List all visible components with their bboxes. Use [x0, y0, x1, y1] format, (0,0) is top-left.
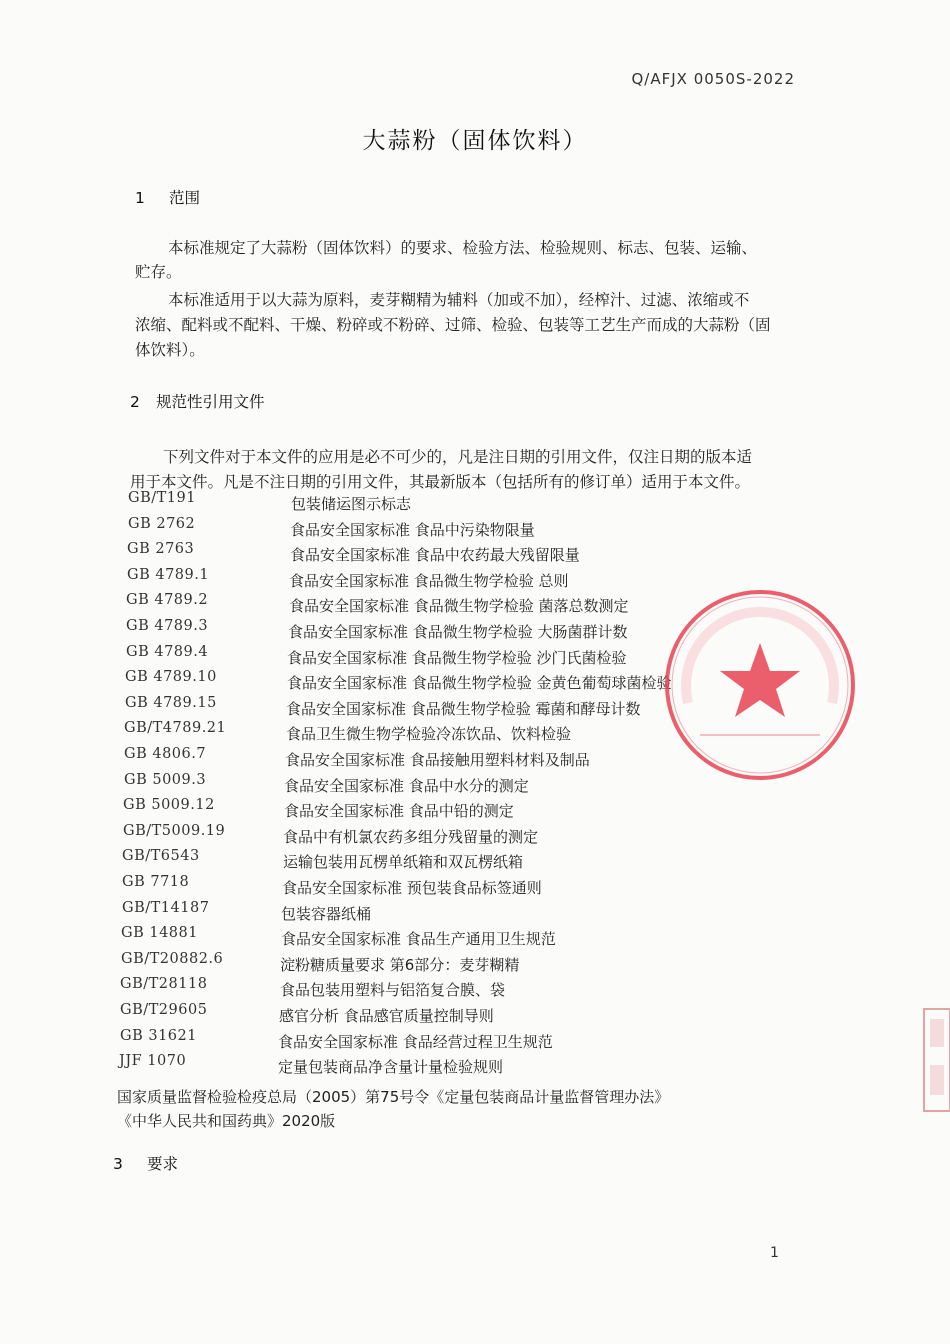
reference-code: GB 14881 [121, 925, 198, 942]
section-1-heading [135, 186, 200, 208]
reference-title: 淀粉糖质量要求 第6部分：麦芽糊精 [280, 955, 520, 974]
reference-code: GB 31621 [120, 1027, 197, 1044]
reference-code: GB 4789.15 [125, 694, 217, 711]
reference-code: GB/T14187 [122, 899, 210, 916]
scope-para1-line1: 本标准规定了大蒜粉（固体饮料）的要求、检验方法、检验规则、标志、包装、运输、 [168, 239, 758, 257]
reference-title: 食品安全国家标准 食品微生物学检验 总则 [289, 571, 569, 590]
section-number: 3 [113, 1155, 123, 1173]
section-2-heading [130, 390, 265, 412]
reference-code: GB 7718 [122, 874, 190, 890]
scope-para1-line2: 贮存。 [135, 263, 182, 281]
reference-code: GB 4789.3 [126, 618, 209, 634]
reference-code: GB/T191 [128, 490, 196, 506]
section-title: 范围 [169, 189, 201, 207]
reference-title: 食品安全国家标准 食品中污染物限量 [290, 520, 535, 539]
reference-title: 感官分析 食品感官质量控制导则 [279, 1007, 494, 1025]
reference-code: GB/T5009.19 [123, 822, 226, 839]
reference-title: 食品安全国家标准 食品微生物学检验 沙门氏菌检验 [287, 648, 627, 667]
edge-stamp-fragment [918, 1005, 950, 1115]
reference-code: GB/T29605 [120, 1002, 208, 1018]
reference-code: GB 4789.4 [126, 643, 209, 660]
reference-code: GB 2762 [128, 515, 196, 532]
pharmacopoeia-reference: 《中华人民共和国药典》2020版 [117, 1112, 336, 1130]
reference-title: 食品安全国家标准 食品经营过程卫生规范 [278, 1032, 553, 1051]
reference-code: GB 4789.10 [125, 669, 217, 686]
seal-star-icon [720, 643, 800, 717]
reference-code: GB/T4789.21 [124, 720, 227, 737]
regulation-reference: 国家质量监督检验检疫总局（2005）第75号令《定量包装商品计量监督管理办法》 [117, 1088, 670, 1106]
reference-code: GB 5009.3 [124, 771, 207, 788]
page-title: 大蒜粉（固体饮料） [362, 128, 588, 154]
reference-title: 包装储运图示标志 [291, 495, 412, 513]
section-number: 1 [135, 189, 145, 207]
reference-code: GB/T20882.6 [121, 950, 224, 967]
reference-title: 食品安全国家标准 食品中农药最大残留限量 [290, 546, 580, 565]
document-number: Q/AFJX 0050S-2022 [631, 70, 795, 88]
reference-title: 食品安全国家标准 食品微生物学检验 大肠菌群计数 [288, 623, 628, 641]
section-title: 要求 [147, 1155, 179, 1173]
reference-code: GB/T28118 [120, 976, 208, 993]
section-3-heading [113, 1152, 178, 1174]
section-number: 2 [130, 393, 140, 411]
reference-title: 包装容器纸桶 [281, 904, 372, 923]
reference-code: GB 4789.2 [126, 592, 209, 609]
reference-title: 运输包装用瓦楞单纸箱和双瓦楞纸箱 [283, 853, 524, 872]
reference-title: 食品包装用塑料与铝箔复合膜、袋 [280, 981, 506, 1000]
reference-title: 食品卫生微生物学检验冷冻饮品、饮料检验 [286, 725, 572, 744]
page-number: 1 [770, 1245, 779, 1261]
reference-code: GB 4789.1 [127, 566, 210, 583]
reference-code: GB/T6543 [122, 848, 200, 865]
reference-title: 食品安全国家标准 食品中水分的测定 [284, 776, 529, 795]
section-title: 规范性引用文件 [156, 393, 265, 411]
reference-code: GB 5009.12 [123, 797, 215, 814]
reference-code: GB 2763 [127, 541, 195, 558]
reference-title: 食品安全国家标准 食品接触用塑料材料及制品 [285, 751, 590, 769]
reference-title: 食品安全国家标准 食品微生物学检验 金黄色葡萄球菌检验 [287, 674, 672, 693]
scope-para2-line3: 体饮料）。 [135, 341, 205, 359]
reference-title: 食品安全国家标准 食品微生物学检验 菌落总数测定 [289, 597, 629, 616]
refs-intro-line2: 用于本文件。凡是不注日期的引用文件，其最新版本（包括所有的修订单）适用于本文件。 [130, 473, 751, 491]
refs-intro-line1: 下列文件对于本文件的应用是必不可少的，凡是注日期的引用文件，仅注日期的版本适 [163, 448, 753, 466]
scope-para2-line2: 浓缩、配料或不配料、干燥、粉碎或不粉碎、过筛、检验、包装等工艺生产而成的大蒜粉（固 [135, 316, 771, 334]
reference-code: JJF 1070 [119, 1053, 187, 1070]
reference-title: 食品中有机氯农药多组分残留量的测定 [283, 827, 539, 846]
reference-title: 食品安全国家标准 食品生产通用卫生规范 [281, 930, 556, 949]
scope-para2-line1: 本标准适用于以大蒜为原料，麦芽糊精为辅料（加或不加），经榨汁、过滤、浓缩或不 [168, 291, 750, 309]
reference-title: 食品安全国家标准 预包装食品标签通则 [282, 879, 542, 897]
company-seal-stamp [660, 585, 860, 785]
reference-title: 食品安全国家标准 食品微生物学检验 霉菌和酵母计数 [286, 699, 641, 718]
reference-title: 定量包装商品净含量计量检验规则 [278, 1058, 504, 1077]
reference-code: GB 4806.7 [124, 746, 207, 762]
reference-title: 食品安全国家标准 食品中铅的测定 [284, 802, 514, 821]
